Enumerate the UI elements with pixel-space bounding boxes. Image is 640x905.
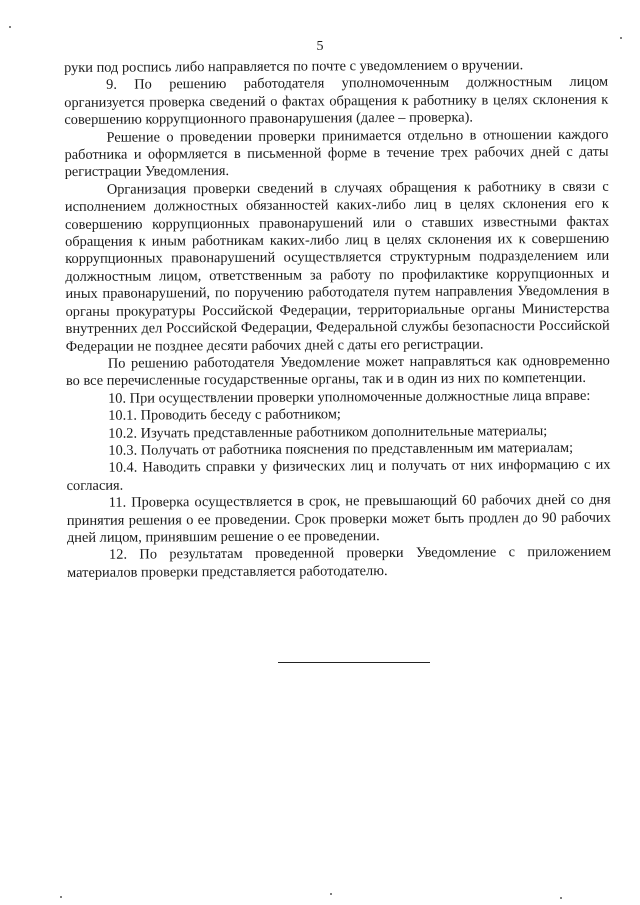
- paragraph: 10.1. Проводить беседу с работником;: [108, 406, 341, 424]
- paragraph: 12. По результатам проведенной проверки Уведомление с приложением материалов проверки представляется работодателю.: [67, 544, 612, 581]
- paragraph: 9. По решению работодателя уполномоченным должностным лицом организуется проверка сведений о фактах обращения к работнику в целях склонения к совершению коррупционного правонарушения (далее – проверка).: [64, 74, 609, 129]
- paragraph: По решению работодателя Уведомление может направляться как одновременно во все перечисленные государственные органы, так и в один из них по компетенции.: [65, 352, 610, 390]
- paragraph: 11. Проверка осуществляется в срок, не превышающий 60 рабочих дней со дня принятия решения о ее проведении. Срок проверки может быть продлен до 90 рабочих дней лицом, принявшим решение о ее проведении.: [66, 491, 611, 546]
- page-number: 5: [316, 39, 324, 54]
- paragraph: Организация проверки сведений в случаях обращения к работнику в связи с исполнением должностных обязанностей каких-либо лиц в целях склонения его к совершению коррупционных правонарушений или о ставших известными фактах обращения к иным работникам каких-либо лиц в целях склонения их к совершению коррупционных правонарушений осуществляется структурным подразделением или должностным лицом, ответственным за работу по профилактике коррупционных и иных правонарушений, по поручению работодателя путем направления Уведомления в органы прокуратуры Российской Федерации, территориальные органы Министерства внутренних дел Российской Федерации, Федеральной службы безопасности Российской Федерации не позднее десяти рабочих дней с даты его регистрации.: [64, 178, 610, 355]
- paragraph: Решение о проведении проверки принимается отдельно в отношении каждого работника и оформляется в письменной форме в течение трех рабочих дней с даты регистрации Уведомления.: [64, 126, 609, 181]
- scan-speck: [60, 896, 62, 898]
- document-body: [64, 57, 611, 583]
- scan-speck: [330, 893, 332, 895]
- paragraph: 10. При осуществлении проверки уполномоченные должностные лица вправе:: [108, 387, 591, 407]
- scan-speck: [620, 37, 622, 39]
- scan-speck: [560, 897, 562, 899]
- paragraph: 10.4. Наводить справки у физических лиц и получать от них информацию с их согласия.: [66, 457, 611, 494]
- scan-speck: [9, 26, 11, 28]
- paragraph: 10.3. Получать от работника пояснения по представленным им материалам;: [108, 439, 574, 459]
- paragraph: руки под роспись либо направляется по почте с уведомлением о вручении.: [64, 57, 524, 76]
- end-divider: [278, 662, 430, 663]
- paragraph: 10.2. Изучать представленные работником дополнительные материалы;: [108, 422, 548, 442]
